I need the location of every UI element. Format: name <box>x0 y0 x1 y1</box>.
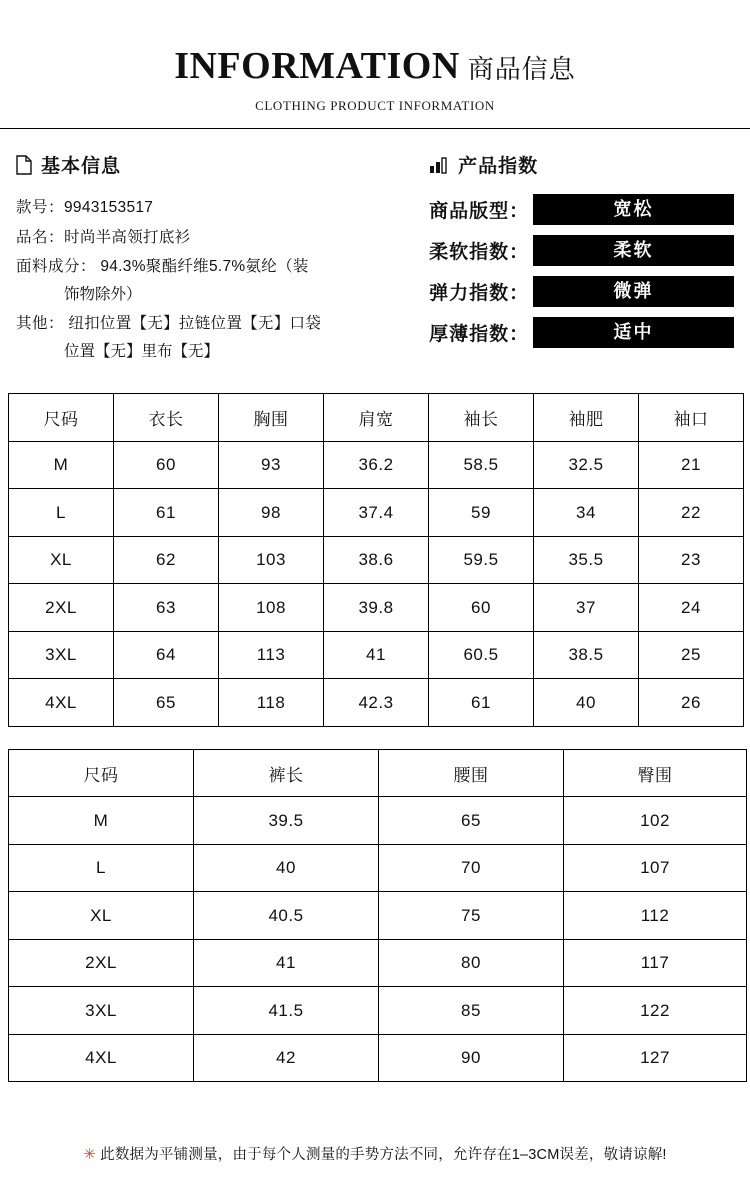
table-cell: 21 <box>639 441 744 489</box>
index-row-fit <box>429 194 734 225</box>
table-cell: 117 <box>564 939 747 987</box>
size-table-top <box>8 393 744 727</box>
table-column-header: 袖肥 <box>534 394 639 442</box>
info-label: 面料成分： <box>16 258 97 276</box>
info-row-fabric <box>16 253 401 308</box>
table-cell: 63 <box>114 584 219 632</box>
index-label: 厚薄指数： <box>429 324 530 345</box>
table-cell: M <box>9 797 194 845</box>
table-cell: 2XL <box>9 939 194 987</box>
table-cell: 65 <box>114 679 219 727</box>
table-cell: 42 <box>194 1034 379 1082</box>
measurement-note <box>0 1143 750 1164</box>
table-cell: 24 <box>639 584 744 632</box>
table-row <box>9 441 744 489</box>
table-body <box>9 441 744 726</box>
table-cell: 64 <box>114 631 219 679</box>
table-cell: 98 <box>219 489 324 537</box>
page-title <box>0 44 750 88</box>
size-table-bottom-block <box>0 749 750 1083</box>
table-cell: 60 <box>429 584 534 632</box>
table-cell: 60 <box>114 441 219 489</box>
table-column-header: 胸围 <box>219 394 324 442</box>
info-value-cont: 位置【无】里布【无】 <box>64 342 220 360</box>
table-row <box>9 939 747 987</box>
table-cell: 42.3 <box>324 679 429 727</box>
table-column-header: 袖长 <box>429 394 534 442</box>
index-value: 柔软 <box>533 235 734 266</box>
table-cell: L <box>9 844 194 892</box>
table-cell: 3XL <box>9 987 194 1035</box>
table-column-header: 臀围 <box>564 749 747 797</box>
table-cell: 41 <box>324 631 429 679</box>
table-cell: 107 <box>564 844 747 892</box>
product-index-header <box>429 151 734 178</box>
table-body <box>9 797 747 1082</box>
table-cell: 59 <box>429 489 534 537</box>
info-label: 其他： <box>16 315 65 333</box>
table-head <box>9 749 747 797</box>
table-cell: 41.5 <box>194 987 379 1035</box>
table-column-header: 肩宽 <box>324 394 429 442</box>
table-cell: 2XL <box>9 584 114 632</box>
info-label: 品名： <box>16 228 65 246</box>
table-cell: 59.5 <box>429 536 534 584</box>
table-column-header: 尺码 <box>9 394 114 442</box>
index-value: 宽松 <box>533 194 734 225</box>
index-row-thickness <box>429 317 734 348</box>
measurement-note-text: 此数据为平铺测量，由于每个人测量的手势方法不同，允许存在1–3CM误差，敬请谅解! <box>100 1147 667 1163</box>
table-cell: 127 <box>564 1034 747 1082</box>
table-cell: 40 <box>194 844 379 892</box>
table-cell: 103 <box>219 536 324 584</box>
table-cell: L <box>9 489 114 537</box>
basic-info-title: 基本信息 <box>41 156 122 177</box>
table-row <box>9 489 744 537</box>
index-label: 柔软指数： <box>429 242 530 263</box>
asterisk-icon: ✳ <box>83 1146 97 1163</box>
table-cell: 4XL <box>9 679 114 727</box>
table-cell: 39.5 <box>194 797 379 845</box>
index-row-softness <box>429 235 734 266</box>
table-head <box>9 394 744 442</box>
product-index-title: 产品指数 <box>458 156 539 177</box>
table-cell: 26 <box>639 679 744 727</box>
table-cell: 112 <box>564 892 747 940</box>
info-label: 款号： <box>16 199 65 216</box>
table-cell: 23 <box>639 536 744 584</box>
bar-chart-icon <box>429 156 449 174</box>
table-cell: 40 <box>534 679 639 727</box>
product-index-panel <box>411 151 734 367</box>
index-value: 适中 <box>533 317 734 348</box>
page-header <box>0 0 750 129</box>
table-row <box>9 797 747 845</box>
table-row <box>9 1034 747 1082</box>
info-row-other <box>16 310 401 365</box>
page-subtitle: CLOTHING PRODUCT INFORMATION <box>255 98 495 113</box>
info-row-product-name <box>16 224 401 252</box>
table-cell: M <box>9 441 114 489</box>
table-cell: 113 <box>219 631 324 679</box>
table-cell: 22 <box>639 489 744 537</box>
table-cell: 34 <box>534 489 639 537</box>
table-header-row <box>9 749 747 797</box>
table-column-header: 尺码 <box>9 749 194 797</box>
table-row <box>9 987 747 1035</box>
table-cell: 61 <box>114 489 219 537</box>
table-cell: 62 <box>114 536 219 584</box>
info-value: 时尚半高领打底衫 <box>64 228 191 246</box>
info-value: 94.3%聚酯纤维5.7%氨纶（装 <box>100 258 309 276</box>
table-cell: 75 <box>379 892 564 940</box>
index-row-elasticity <box>429 276 734 307</box>
table-row <box>9 679 744 727</box>
table-header-row <box>9 394 744 442</box>
table-cell: XL <box>9 892 194 940</box>
table-cell: 32.5 <box>534 441 639 489</box>
table-cell: 36.2 <box>324 441 429 489</box>
table-cell: 3XL <box>9 631 114 679</box>
index-label: 弹力指数： <box>429 283 530 304</box>
index-value: 微弹 <box>533 276 734 307</box>
table-cell: 60.5 <box>429 631 534 679</box>
table-cell: 38.6 <box>324 536 429 584</box>
table-row <box>9 536 744 584</box>
table-cell: 93 <box>219 441 324 489</box>
table-row <box>9 844 747 892</box>
table-cell: 37.4 <box>324 489 429 537</box>
page-title-en: INFORMATION <box>174 45 460 87</box>
table-cell: 80 <box>379 939 564 987</box>
info-value: 纽扣位置【无】拉链位置【无】口袋 <box>68 315 322 333</box>
table-column-header: 腰围 <box>379 749 564 797</box>
table-column-header: 袖口 <box>639 394 744 442</box>
size-table-top-block <box>0 393 750 727</box>
basic-info-panel <box>16 151 411 367</box>
table-cell: 58.5 <box>429 441 534 489</box>
table-cell: 108 <box>219 584 324 632</box>
table-cell: 35.5 <box>534 536 639 584</box>
table-cell: 25 <box>639 631 744 679</box>
table-column-header: 衣长 <box>114 394 219 442</box>
table-cell: 65 <box>379 797 564 845</box>
table-cell: 61 <box>429 679 534 727</box>
table-cell: 41 <box>194 939 379 987</box>
table-cell: 39.8 <box>324 584 429 632</box>
table-cell: 90 <box>379 1034 564 1082</box>
table-row <box>9 631 744 679</box>
table-column-header: 裤长 <box>194 749 379 797</box>
table-cell: 70 <box>379 844 564 892</box>
table-cell: 85 <box>379 987 564 1035</box>
table-row <box>9 892 747 940</box>
table-cell: XL <box>9 536 114 584</box>
size-table-bottom <box>8 749 747 1083</box>
document-icon <box>16 155 32 175</box>
page-title-cn: 商品信息 <box>467 54 576 84</box>
table-cell: 40.5 <box>194 892 379 940</box>
info-section <box>0 129 750 367</box>
info-value: 9943153517 <box>64 199 154 216</box>
basic-info-header <box>16 151 401 178</box>
table-cell: 38.5 <box>534 631 639 679</box>
table-cell: 4XL <box>9 1034 194 1082</box>
table-row <box>9 584 744 632</box>
info-value-cont: 饰物除外） <box>64 285 142 303</box>
table-cell: 122 <box>564 987 747 1035</box>
table-cell: 37 <box>534 584 639 632</box>
table-cell: 102 <box>564 797 747 845</box>
index-label: 商品版型： <box>429 201 530 222</box>
table-cell: 118 <box>219 679 324 727</box>
info-row-style-no <box>16 194 401 222</box>
